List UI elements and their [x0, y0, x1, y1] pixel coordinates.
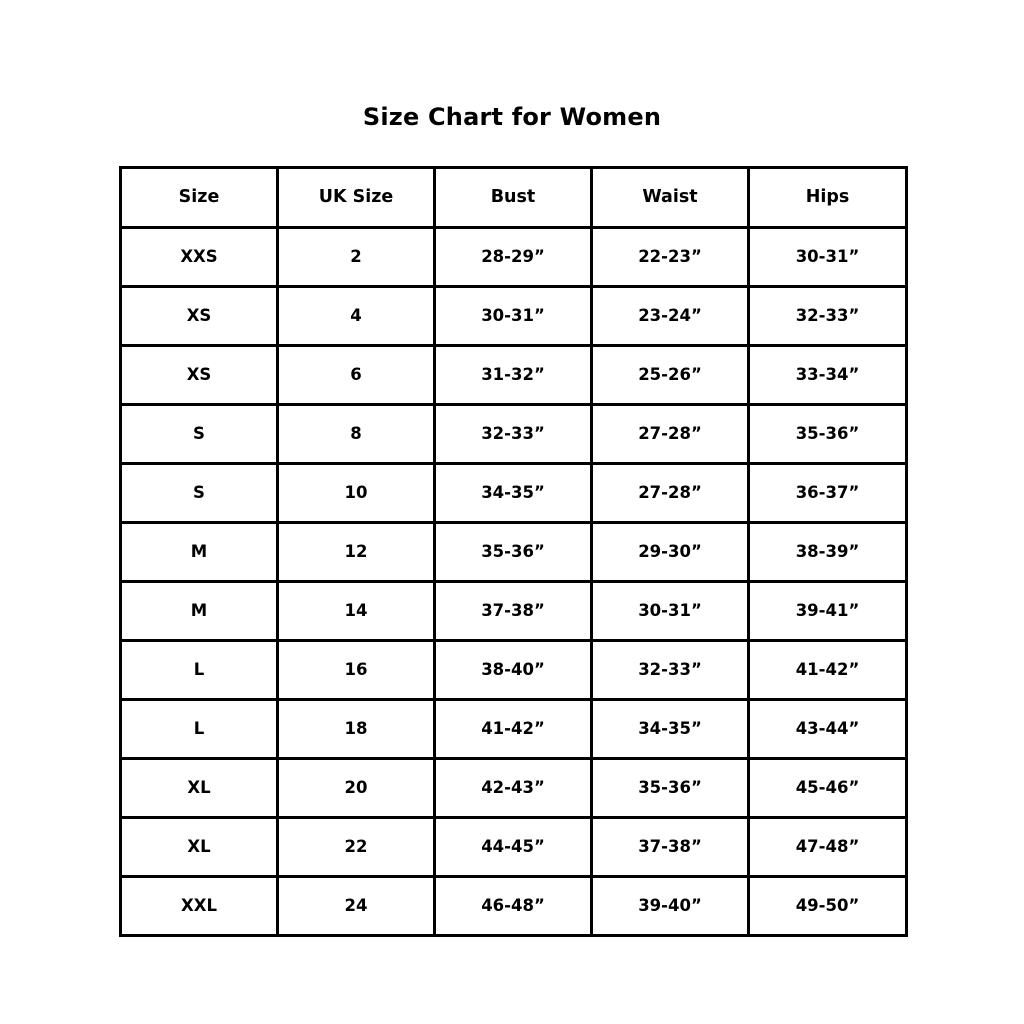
cell-bust: 32-33” [435, 405, 592, 464]
table-row [121, 582, 907, 641]
cell-size: XXL [121, 877, 278, 936]
cell-uk-size: 20 [278, 759, 435, 818]
cell-uk-size: 6 [278, 346, 435, 405]
table-row [121, 346, 907, 405]
cell-size: XL [121, 759, 278, 818]
cell-uk-size: 16 [278, 641, 435, 700]
cell-hips: 33-34” [749, 346, 907, 405]
cell-size: XXS [121, 228, 278, 287]
cell-waist: 39-40” [592, 877, 749, 936]
cell-uk-size: 14 [278, 582, 435, 641]
cell-size: XS [121, 346, 278, 405]
cell-bust: 41-42” [435, 700, 592, 759]
cell-uk-size: 4 [278, 287, 435, 346]
page-title: Size Chart for Women [362, 103, 662, 131]
table-header [121, 168, 907, 228]
cell-hips: 30-31” [749, 228, 907, 287]
table-row [121, 759, 907, 818]
table-header-row [121, 168, 907, 228]
size-chart-table-container [119, 166, 905, 937]
table-row [121, 287, 907, 346]
cell-hips: 35-36” [749, 405, 907, 464]
cell-hips: 45-46” [749, 759, 907, 818]
cell-bust: 44-45” [435, 818, 592, 877]
table-row [121, 818, 907, 877]
table-row [121, 228, 907, 287]
table-row [121, 523, 907, 582]
cell-waist: 27-28” [592, 405, 749, 464]
cell-size: M [121, 523, 278, 582]
cell-size: S [121, 464, 278, 523]
cell-bust: 46-48” [435, 877, 592, 936]
cell-bust: 31-32” [435, 346, 592, 405]
cell-waist: 32-33” [592, 641, 749, 700]
cell-size: XL [121, 818, 278, 877]
cell-bust: 38-40” [435, 641, 592, 700]
cell-waist: 27-28” [592, 464, 749, 523]
cell-hips: 41-42” [749, 641, 907, 700]
table-row [121, 877, 907, 936]
cell-uk-size: 18 [278, 700, 435, 759]
cell-bust: 28-29” [435, 228, 592, 287]
cell-waist: 34-35” [592, 700, 749, 759]
cell-hips: 36-37” [749, 464, 907, 523]
cell-waist: 22-23” [592, 228, 749, 287]
cell-hips: 38-39” [749, 523, 907, 582]
cell-hips: 49-50” [749, 877, 907, 936]
cell-size: XS [121, 287, 278, 346]
cell-waist: 23-24” [592, 287, 749, 346]
cell-uk-size: 22 [278, 818, 435, 877]
column-header-uk-size: UK Size [278, 168, 435, 228]
size-chart-table [119, 166, 908, 937]
cell-size: L [121, 641, 278, 700]
cell-bust: 37-38” [435, 582, 592, 641]
table-row [121, 700, 907, 759]
cell-hips: 39-41” [749, 582, 907, 641]
cell-uk-size: 10 [278, 464, 435, 523]
cell-hips: 43-44” [749, 700, 907, 759]
cell-hips: 47-48” [749, 818, 907, 877]
cell-waist: 30-31” [592, 582, 749, 641]
cell-size: L [121, 700, 278, 759]
table-row [121, 464, 907, 523]
cell-bust: 42-43” [435, 759, 592, 818]
column-header-size: Size [121, 168, 278, 228]
cell-bust: 35-36” [435, 523, 592, 582]
cell-uk-size: 12 [278, 523, 435, 582]
cell-waist: 29-30” [592, 523, 749, 582]
table-row [121, 405, 907, 464]
column-header-waist: Waist [592, 168, 749, 228]
cell-size: S [121, 405, 278, 464]
table-body [121, 228, 907, 936]
cell-hips: 32-33” [749, 287, 907, 346]
table-row [121, 641, 907, 700]
column-header-hips: Hips [749, 168, 907, 228]
cell-uk-size: 24 [278, 877, 435, 936]
column-header-bust: Bust [435, 168, 592, 228]
cell-bust: 30-31” [435, 287, 592, 346]
cell-uk-size: 2 [278, 228, 435, 287]
cell-waist: 37-38” [592, 818, 749, 877]
cell-size: M [121, 582, 278, 641]
cell-bust: 34-35” [435, 464, 592, 523]
cell-waist: 35-36” [592, 759, 749, 818]
cell-waist: 25-26” [592, 346, 749, 405]
cell-uk-size: 8 [278, 405, 435, 464]
